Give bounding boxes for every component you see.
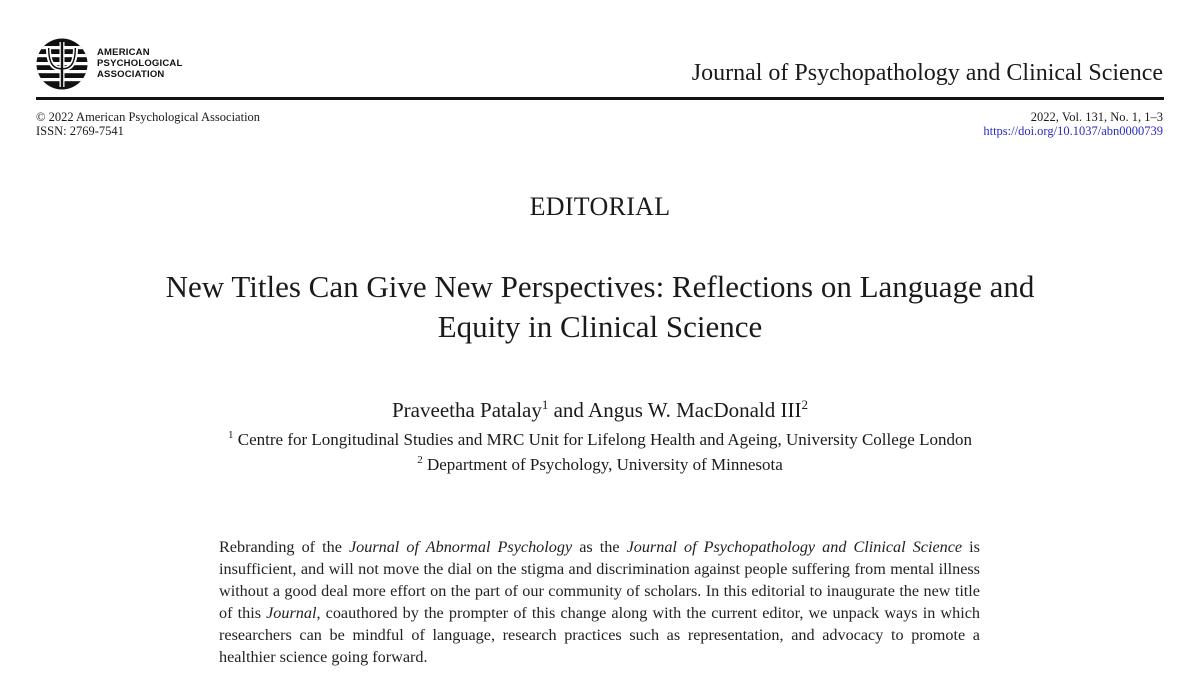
citation-block (983, 110, 1163, 138)
section-label: EDITORIAL (529, 192, 671, 221)
abstract-journal-old: Journal of Abnormal Psychology (348, 538, 573, 556)
abstract-text: , coauthored by the prompter of this change along with the current editor, we unpack ways in which researchers can be mindful of language, research practices such as representation, and advocacy to promote a healthier science going forward. (219, 604, 980, 666)
author-affiliation-marker: 1 (541, 397, 549, 412)
header-rule (36, 97, 1164, 100)
article-title-line: Equity in Clinical Science (437, 309, 763, 344)
issn-text: ISSN: 2769-7541 (36, 124, 124, 138)
author-list (0, 398, 1200, 423)
abstract-journal-new: Journal of Psychopathology and Clinical Science (626, 538, 963, 556)
abstract (219, 536, 980, 668)
volume-info: 2022, Vol. 131, No. 1, 1–3 (1030, 110, 1163, 124)
article-title-line: New Titles Can Give New Perspectives: Reflections on Language and (165, 269, 1035, 304)
affiliation-marker: 2 (417, 454, 423, 466)
affiliation-marker: 1 (228, 429, 234, 441)
copyright-text: © 2022 American Psychological Association (36, 110, 261, 124)
publisher-name (97, 47, 182, 80)
author-name: Angus W. MacDonald III (588, 398, 802, 422)
article-title (60, 267, 1140, 347)
publisher-name-line: ASSOCIATION (97, 69, 165, 80)
affiliation (0, 455, 1200, 475)
author-name: Praveetha Patalay (392, 398, 542, 422)
affiliation (0, 430, 1200, 450)
publisher-name-line: PSYCHOLOGICAL (97, 58, 183, 69)
abstract-text: as the (572, 538, 627, 556)
affiliation-text: Centre for Longitudinal Studies and MRC Unit for Lifelong Health and Ageing, University College London (237, 430, 972, 449)
apa-psi-logo-icon (36, 38, 88, 90)
doi-link[interactable]: https://doi.org/10.1037/abn0000739 (983, 124, 1163, 138)
abstract-text: Rebranding of the (219, 538, 349, 556)
copyright-block (36, 110, 260, 138)
publisher-name-line: AMERICAN (97, 47, 150, 58)
abstract-journal-word: Journal (266, 604, 317, 622)
affiliation-text: Department of Psychology, University of Minnesota (426, 455, 783, 474)
author-joiner: and (548, 398, 589, 422)
abstract-text: is insufficient, and will not move the dial on the stigma and discrimination against people suffering from mental illness without a good deal more effort on the part of our community of scholars. In this editorial to inaugurate the new title of this (219, 538, 980, 622)
journal-title: Journal of Psychopathology and Clinical Science (691, 60, 1163, 86)
author-affiliation-marker: 2 (801, 397, 808, 412)
